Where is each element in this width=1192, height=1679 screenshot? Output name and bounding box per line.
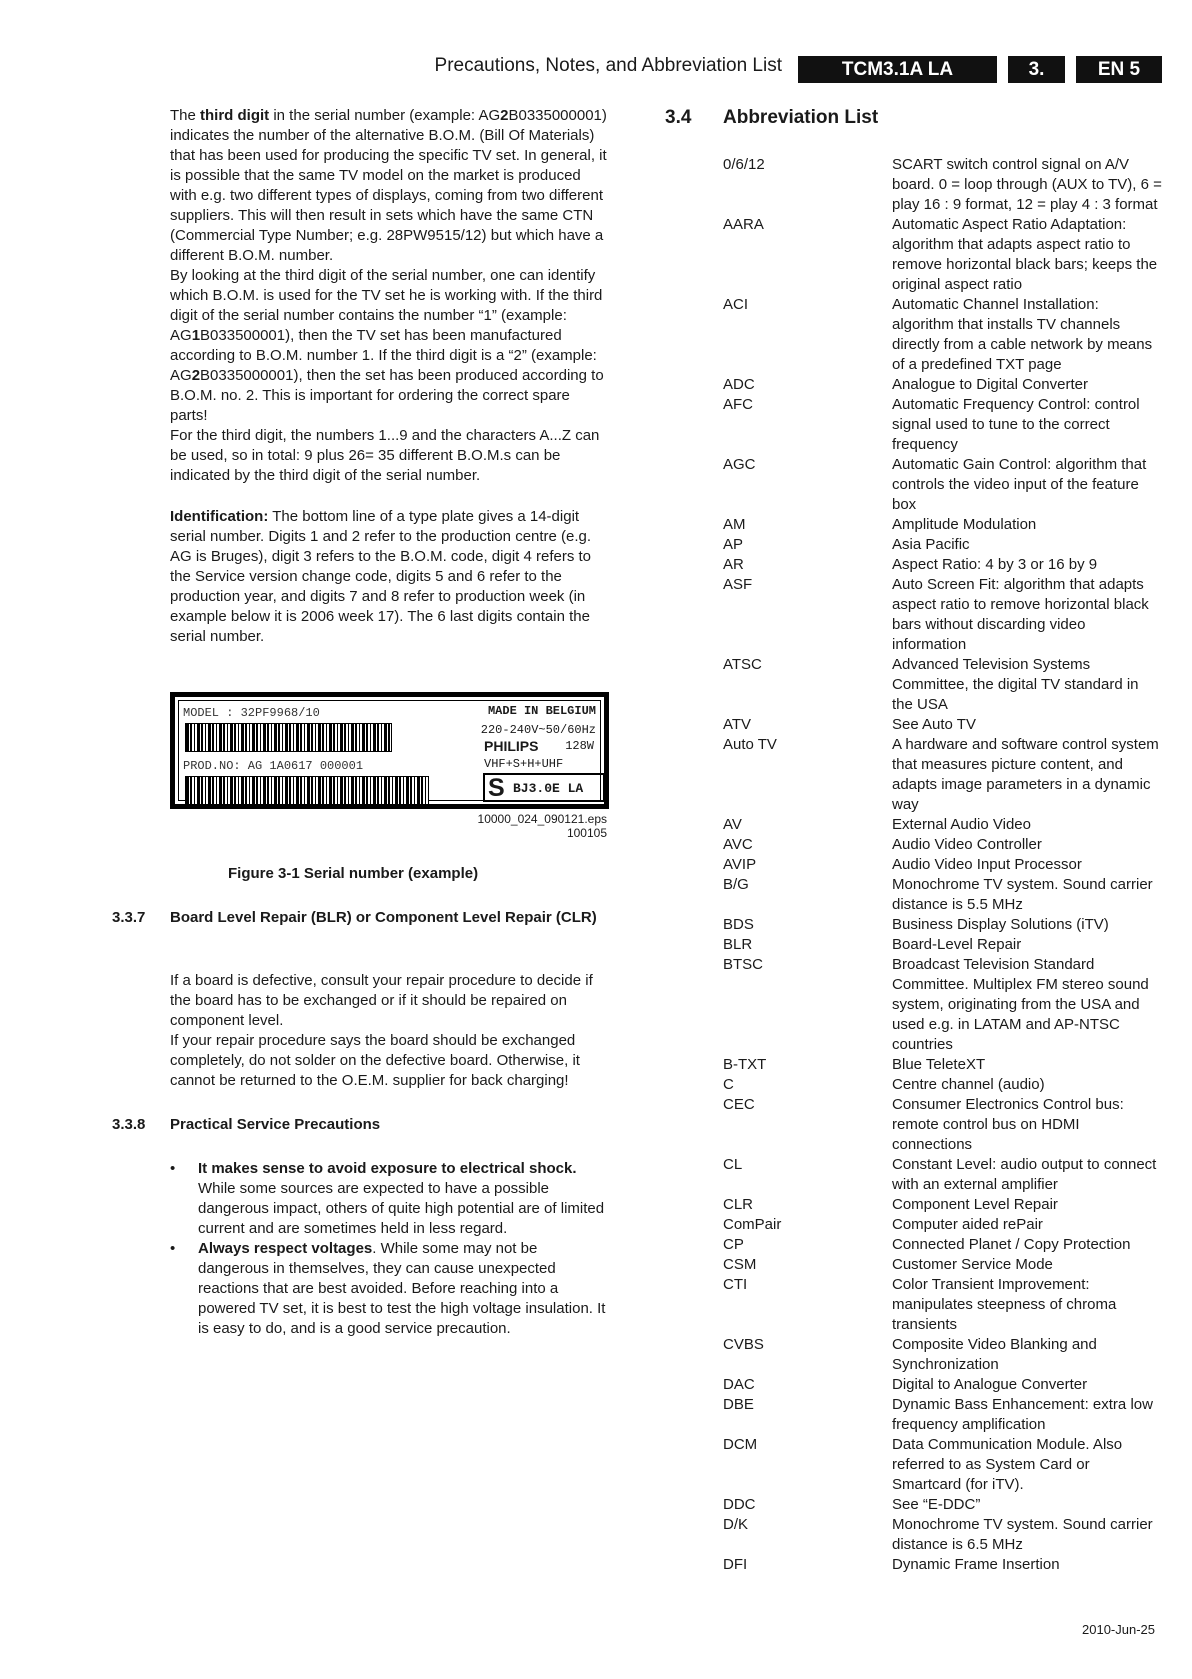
abbreviation-term: DCM xyxy=(723,1436,758,1453)
third-digit-range-paragraph: For the third digit, the numbers 1...9 and the characters A...Z can be used, so in total: 9 plus 26= 35 different B.O.M.s can be indicated by the third digit of the serial number. xyxy=(170,427,600,484)
blr-paragraph-2: If your repair procedure says the board should be exchanged completely, do not solder on the defective board. Otherwise, it cannot be returned to the O.E.M. supplier for back charging! xyxy=(170,1032,580,1089)
abbreviation-term: AVIP xyxy=(723,856,757,873)
abbreviation-term: AARA xyxy=(723,216,764,233)
figure-filename: 10000_024_090121.eps xyxy=(477,812,607,826)
abbreviation-row xyxy=(723,1215,1163,1235)
left-intro-text xyxy=(170,106,610,647)
abbreviation-term: AP xyxy=(723,536,744,553)
abbreviation-definition: Centre channel (audio) xyxy=(892,1076,1045,1093)
plate-made-in: MADE IN BELGIUM xyxy=(487,704,596,718)
abbreviation-term: DBE xyxy=(723,1396,754,1413)
footer-date: 2010-Jun-25 xyxy=(1082,1622,1155,1637)
abbreviation-row xyxy=(723,535,1163,555)
section-title-337: Board Level Repair (BLR) or Component Level Repair (CLR) xyxy=(170,909,597,926)
abbreviation-definition: Computer aided rePair xyxy=(892,1216,1043,1233)
abbreviation-definition: Asia Pacific xyxy=(892,536,970,553)
page-header-title: Precautions, Notes, and Abbreviation List xyxy=(434,55,782,76)
abbreviation-row xyxy=(723,395,1163,455)
abbreviation-definition: Advanced Television Systems Committee, the digital TV standard in the USA xyxy=(892,656,1139,713)
plate-bands: VHF+S+H+UHF xyxy=(484,757,564,771)
abbreviation-definition: Customer Service Mode xyxy=(892,1256,1053,1273)
abbreviation-term: AFC xyxy=(723,396,753,413)
bullet-icon: • xyxy=(170,1160,176,1177)
precautions-list xyxy=(170,1159,610,1339)
abbreviation-term: CTI xyxy=(723,1276,748,1293)
abbreviation-term: DFI xyxy=(723,1556,748,1573)
abbreviation-term: ACI xyxy=(723,296,749,313)
abbreviation-term: CSM xyxy=(723,1256,757,1273)
figure-caption: Figure 3-1 Serial number (example) xyxy=(228,865,479,882)
abbreviation-definition: Consumer Electronics Control bus: remote control bus on HDMI connections xyxy=(892,1096,1124,1153)
service-code-box xyxy=(483,773,605,802)
abbreviation-definition: Broadcast Television Standard Committee. Multiplex FM stereo sound system, originating from the USA and used e.g. in LATAM and AP-NTSC countries xyxy=(892,956,1149,1053)
abbreviation-term: ASF xyxy=(723,576,753,593)
abbreviation-row xyxy=(723,1395,1163,1435)
abbreviation-row xyxy=(723,1235,1163,1255)
abbreviation-term: ComPair xyxy=(723,1216,782,1233)
abbreviation-row xyxy=(723,1255,1163,1275)
plate-voltage: 220-240V~50/60Hz xyxy=(480,723,596,737)
abbreviation-term: CP xyxy=(723,1236,744,1253)
bullet-icon: • xyxy=(170,1240,176,1257)
bullet-heading: Always respect voltages xyxy=(198,1240,373,1257)
abbreviation-term: B/G xyxy=(723,876,749,893)
abbreviation-definition: Blue TeleteXT xyxy=(892,1056,986,1073)
abbreviation-definition: See Auto TV xyxy=(892,716,976,733)
abbreviation-definition: Automatic Frequency Control: control signal used to tune to the correct frequency xyxy=(892,396,1140,453)
abbreviation-term: ATSC xyxy=(723,656,762,673)
chapter-badge: 3. xyxy=(1008,56,1065,83)
plate-power: 128W xyxy=(565,739,594,753)
abbreviation-term: AR xyxy=(723,556,744,573)
abbreviation-term: DAC xyxy=(723,1376,755,1393)
abbreviation-row xyxy=(723,935,1163,955)
abbreviation-row xyxy=(723,515,1163,535)
abbreviation-row xyxy=(723,955,1163,1055)
abbreviation-definition: Business Display Solutions (iTV) xyxy=(892,916,1109,933)
bullet-text: . While some may not be dangerous in themselves, they can cause unexpected reactions that are best avoided. Before reaching into a powered TV set, it is best to test the high voltage insulation. It is easy to do, and is a good service precaution. xyxy=(198,1240,606,1337)
abbreviation-term: BDS xyxy=(723,916,754,933)
abbreviation-row xyxy=(723,1075,1163,1095)
list-item xyxy=(170,1159,610,1239)
abbreviation-definition: Constant Level: audio output to connect with an external amplifier xyxy=(892,1156,1157,1193)
abbreviation-row xyxy=(723,555,1163,575)
abbreviation-row xyxy=(723,1555,1163,1575)
bullet-text: While some sources are expected to have a possible dangerous impact, others of quite high potential are of limited current and are sometimes held in less regard. xyxy=(198,1180,605,1237)
abbreviation-definition: Audio Video Controller xyxy=(892,836,1042,853)
abbreviation-row xyxy=(723,1335,1163,1375)
abbreviation-definition: External Audio Video xyxy=(892,816,1031,833)
abbreviation-term: AGC xyxy=(723,456,756,473)
figure-date: 100105 xyxy=(566,826,607,840)
bullet-heading: It makes sense to avoid exposure to electrical shock. xyxy=(198,1160,577,1177)
abbreviation-term: ATV xyxy=(723,716,752,733)
model-badge: TCM3.1A LA xyxy=(798,56,997,83)
abbreviation-term: AVC xyxy=(723,836,753,853)
abbreviation-term: CEC xyxy=(723,1096,755,1113)
abbreviation-definition: Component Level Repair xyxy=(892,1196,1058,1213)
plate-prod-no: PROD.NO: AG 1A0617 000001 xyxy=(183,759,364,773)
abbreviation-term: Auto TV xyxy=(723,736,777,753)
abbreviation-definition: SCART switch control signal on A/V board. 0 = loop through (AUX to TV), 6 = play 16 : 9 format, 12 = play 4 : 3 format xyxy=(892,156,1162,213)
abbreviation-term: BLR xyxy=(723,936,753,953)
barcode-model xyxy=(185,723,392,752)
abbreviation-row xyxy=(723,855,1163,875)
abbreviation-term: C xyxy=(723,1076,734,1093)
abbreviation-definition: Automatic Aspect Ratio Adaptation: algorithm that adapts aspect ratio to remove horizontal black bars; keeps the original aspect ratio xyxy=(892,216,1158,293)
abbreviation-term: DDC xyxy=(723,1496,756,1513)
abbreviation-definition: A hardware and software control system that measures picture content, and adapts image parameters in a dynamic way xyxy=(892,736,1159,813)
abbreviation-row xyxy=(723,1515,1163,1555)
identification-paragraph: Identification: The bottom line of a type plate gives a 14-digit serial number. Digits 1 and 2 refer to the production centre (e.g. AG is Bruges), digit 3 refers to the B.O.M. code, digit 4 refers to the Service version change code, digits 5 and 6 refer to the production year, and digits 7 and 8 refer to production week (in example below it is 2006 week 17). The 6 last digits contain the serial number. xyxy=(170,508,592,645)
abbreviation-row xyxy=(723,1495,1163,1515)
abbreviation-definition: Monochrome TV system. Sound carrier distance is 5.5 MHz xyxy=(892,876,1153,913)
abbreviation-row xyxy=(723,835,1163,855)
plate-model: MODEL : 32PF9968/10 xyxy=(183,706,320,720)
abbreviation-row xyxy=(723,875,1163,915)
abbreviation-definition: Amplitude Modulation xyxy=(892,516,1037,533)
abbreviation-row xyxy=(723,1375,1163,1395)
abbreviation-row xyxy=(723,1195,1163,1215)
section-number-338: 3.3.8 xyxy=(112,1116,146,1133)
abbreviation-term: AV xyxy=(723,816,742,833)
abbreviation-definition: Audio Video Input Processor xyxy=(892,856,1082,873)
abbreviation-row xyxy=(723,1055,1163,1075)
abbreviation-definition: Aspect Ratio: 4 by 3 or 16 by 9 xyxy=(892,556,1098,573)
abbreviation-term: CLR xyxy=(723,1196,754,1213)
abbreviation-row xyxy=(723,655,1163,715)
abbreviation-definition: Data Communication Module. Also referred to as System Card or Smartcard (for iTV). xyxy=(892,1436,1123,1493)
abbreviation-term: BTSC xyxy=(723,956,764,973)
abbreviation-definition: Color Transient Improvement: manipulates steepness of chroma transients xyxy=(892,1276,1117,1333)
abbreviation-definition: See “E-DDC” xyxy=(892,1496,981,1513)
abbreviation-term: CL xyxy=(723,1156,743,1173)
service-code: BJ3.0E LA xyxy=(513,781,584,796)
abbreviation-row xyxy=(723,1435,1163,1495)
abbreviation-list-title: Abbreviation List xyxy=(723,107,879,128)
abbreviation-term: AM xyxy=(723,516,746,533)
list-item xyxy=(170,1239,610,1339)
abbreviation-row xyxy=(723,455,1163,515)
section-title-338: Practical Service Precautions xyxy=(170,1116,381,1133)
abbreviation-row xyxy=(723,915,1163,935)
section-337-body xyxy=(170,971,610,1091)
abbreviation-definition: Analogue to Digital Converter xyxy=(892,376,1088,393)
abbreviation-row xyxy=(723,1095,1163,1155)
abbreviation-term: CVBS xyxy=(723,1336,764,1353)
philips-logo: PHILIPS xyxy=(484,738,539,754)
abbreviation-row xyxy=(723,1155,1163,1195)
blr-paragraph-1: If a board is defective, consult your repair procedure to decide if the board has to be exchanged or if it should be repaired on component level. xyxy=(170,972,593,1029)
abbreviation-definition: Board-Level Repair xyxy=(892,936,1022,953)
barcode-prod-no xyxy=(185,776,429,805)
abbreviation-row xyxy=(723,215,1163,295)
third-digit-paragraph: The third digit in the serial number (example: AG2B0335000001) indicates the number of the alternative B.O.M. (Bill Of Materials) that has been used for producing the specific TV set. In general, it is possible that the same TV model on the market is produced with e.g. two different types of displays, coming from two different suppliers. This will then result in sets which have the same CTN (Commercial Type Number; e.g. 28PW9515/12) but which have a different B.O.M. number. xyxy=(170,107,607,264)
abbreviation-term: ADC xyxy=(723,376,755,393)
abbreviation-row xyxy=(723,295,1163,375)
abbreviation-list xyxy=(723,155,1163,1575)
abbreviation-definition: Digital to Analogue Converter xyxy=(892,1376,1088,1393)
type-plate-figure xyxy=(170,692,609,809)
abbreviation-row xyxy=(723,155,1163,215)
abbreviation-term: B-TXT xyxy=(723,1056,767,1073)
abbreviation-definition: Automatic Gain Control: algorithm that controls the video input of the feature box xyxy=(892,456,1147,513)
page-number-badge: EN 5 xyxy=(1076,56,1162,83)
abbreviation-term: D/K xyxy=(723,1516,749,1533)
abbreviation-definition: Dynamic Bass Enhancement: extra low frequency amplification xyxy=(892,1396,1153,1433)
abbreviation-row xyxy=(723,1275,1163,1335)
abbreviation-definition: Dynamic Frame Insertion xyxy=(892,1556,1060,1573)
abbreviation-definition: Connected Planet / Copy Protection xyxy=(892,1236,1131,1253)
abbreviation-definition: Auto Screen Fit: algorithm that adapts aspect ratio to remove horizontal black bars without discarding video information xyxy=(892,576,1149,653)
abbreviation-definition: Monochrome TV system. Sound carrier distance is 6.5 MHz xyxy=(892,1516,1153,1553)
section-number-337: 3.3.7 xyxy=(112,909,146,926)
abbreviation-row xyxy=(723,575,1163,655)
section-number-34: 3.4 xyxy=(665,107,692,128)
abbreviation-definition: Composite Video Blanking and Synchronization xyxy=(892,1336,1097,1373)
bom-lookup-paragraph: By looking at the third digit of the serial number, one can identify which B.O.M. is used for the TV set he is working with. If the third digit of the serial number contains the number “1” (example: AG1B033500001), then the TV set has been manufactured according to B.O.M. number 1. If the third digit is a “2” (example: AG2B0335000001), then the set has been produced according to B.O.M. no. 2. This is important for ordering the correct spare parts! xyxy=(170,267,604,424)
service-s-letter: S xyxy=(488,774,505,802)
abbreviation-row xyxy=(723,375,1163,395)
abbreviation-row xyxy=(723,715,1163,735)
abbreviation-term: 0/6/12 xyxy=(723,156,765,173)
abbreviation-row xyxy=(723,815,1163,835)
abbreviation-definition: Automatic Channel Installation: algorithm that installs TV channels directly from a cable network by means of a predefined TXT page xyxy=(892,296,1153,373)
abbreviation-row xyxy=(723,735,1163,815)
